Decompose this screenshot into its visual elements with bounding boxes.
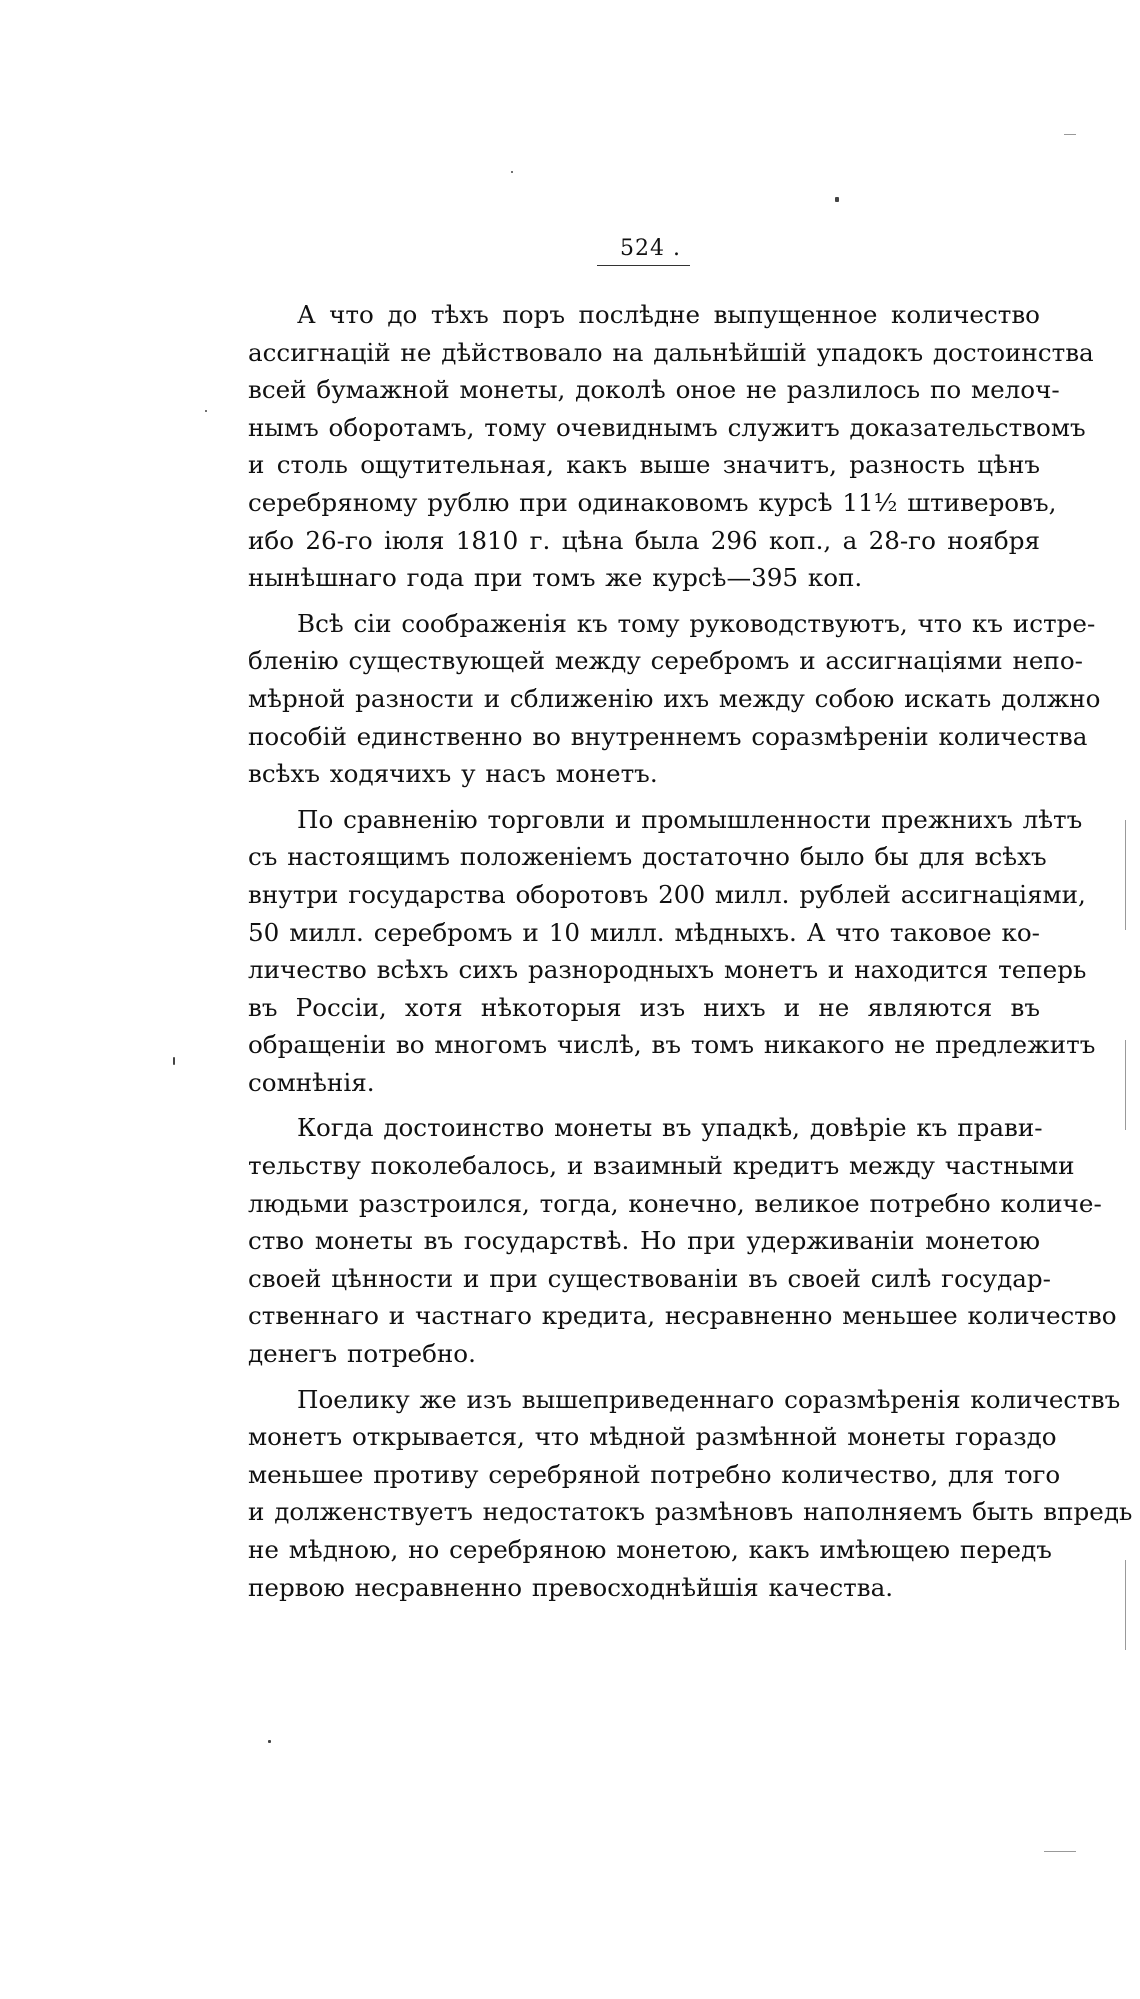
- text-line: всей бумажной монеты, доколѣ оное не разлилось по мелоч-: [248, 375, 1060, 405]
- text-line: и долженствуетъ недостатокъ размѣновъ наполняемъ быть впредь: [248, 1497, 1133, 1527]
- text-line: По сравненію торговли и промышленности прежнихъ лѣтъ: [297, 804, 1083, 834]
- text-line: тельству поколебалось, и взаимный кредитъ между частными: [248, 1151, 1075, 1181]
- text-line: серебряному рублю при одинаковомъ курсѣ 11½ штиверовъ,: [248, 487, 1057, 517]
- text-line: 50 милл. серебромъ и 10 милл. мѣдныхъ. А что таковое ко-: [248, 917, 1040, 947]
- text-line: нынѣшнаго года при томъ же курсѣ—395 коп.: [248, 563, 863, 593]
- scan-speck: [173, 1057, 175, 1065]
- text-line: личество всѣхъ сихъ разнородныхъ монетъ и находится теперь: [248, 955, 1087, 985]
- text-line: Всѣ сіи соображенія къ тому руководствуютъ, что къ истре-: [297, 608, 1096, 638]
- page-number: 524 .: [620, 236, 681, 261]
- text-line: своей цѣнности и при существованіи въ своей силѣ государ-: [248, 1263, 1051, 1293]
- text-line: Поелику же изъ вышеприведеннаго соразмѣренія количествъ: [297, 1384, 1121, 1414]
- scan-speck: [268, 1740, 271, 1743]
- body-text: [248, 296, 1133, 1614]
- text-line: меньшее противу серебряной потребно количество, для того: [248, 1459, 1061, 1489]
- paragraph-3: [248, 801, 1096, 1102]
- text-line: ство монеты въ государствѣ. Но при удерживаніи монетою: [248, 1226, 1040, 1256]
- page-number-underline: [597, 265, 690, 266]
- text-line: денегъ потребно.: [248, 1339, 476, 1369]
- text-line: А что до тѣхъ поръ послѣдне выпущенное количество: [297, 300, 1040, 329]
- text-line: нымъ оборотамъ, тому очевиднымъ служитъ доказательствомъ: [248, 412, 1086, 442]
- text-line: монетъ открывается, что мѣдной размѣнной монеты гораздо: [248, 1422, 1057, 1452]
- text-line: внутри государства оборотовъ 200 милл. рублей ассигнаціями,: [248, 879, 1086, 909]
- paragraph-2: [248, 605, 1101, 793]
- paragraph-1: [248, 296, 1094, 597]
- text-line: обращеніи во многомъ числѣ, въ томъ никакого не предлежитъ: [248, 1030, 1096, 1060]
- text-line: сомнѣнія.: [248, 1067, 375, 1097]
- text-line: всѣхъ ходячихъ у насъ монетъ.: [248, 759, 658, 789]
- scan-edge-mark: [1064, 134, 1076, 135]
- text-line: мѣрной разности и сближенію ихъ между собою искать должно: [248, 683, 1101, 713]
- text-line: въ Россіи, хотя нѣкоторыя изъ нихъ и не являются въ: [248, 992, 1040, 1022]
- scan-edge-mark: [1125, 1040, 1126, 1130]
- scan-edge-mark: [1044, 1851, 1076, 1852]
- text-line: и столь ощутительная, какъ выше значитъ, разность цѣнъ: [248, 450, 1040, 480]
- text-line: ибо 26-го іюля 1810 г. цѣна была 296 коп., а 28-го ноября: [248, 525, 1040, 555]
- text-line: съ настоящимъ положеніемъ достаточно было бы для всѣхъ: [248, 842, 1047, 872]
- text-line: ственнаго и частнаго кредита, несравненно меньшее количество: [248, 1301, 1117, 1331]
- text-line: людьми разстроился, тогда, конечно, великое потребно количе-: [248, 1188, 1102, 1218]
- scan-speck: [835, 197, 839, 202]
- text-line: не мѣдною, но серебряною монетою, какъ имѣющею передъ: [248, 1535, 1052, 1564]
- text-line: Когда достоинство монеты въ упадкѣ, довѣріе къ прави-: [297, 1113, 1043, 1143]
- scan-edge-mark: [1125, 1560, 1126, 1650]
- text-line: ассигнацій не дѣйствовало на дальнѣйшій упадокъ достоинства: [248, 337, 1094, 367]
- text-line: пособій единственно во внутреннемъ соразмѣреніи количества: [248, 721, 1088, 751]
- paragraph-4: [248, 1109, 1117, 1372]
- paragraph-5: [248, 1381, 1133, 1607]
- text-line: бленію существующей между серебромъ и ассигнаціями непо-: [248, 646, 1083, 676]
- text-line: первою несравненно превосходнѣйшія качества.: [248, 1572, 894, 1602]
- scan-speck: [511, 171, 513, 173]
- scan-speck: [205, 410, 207, 412]
- scan-edge-mark: [1125, 820, 1126, 930]
